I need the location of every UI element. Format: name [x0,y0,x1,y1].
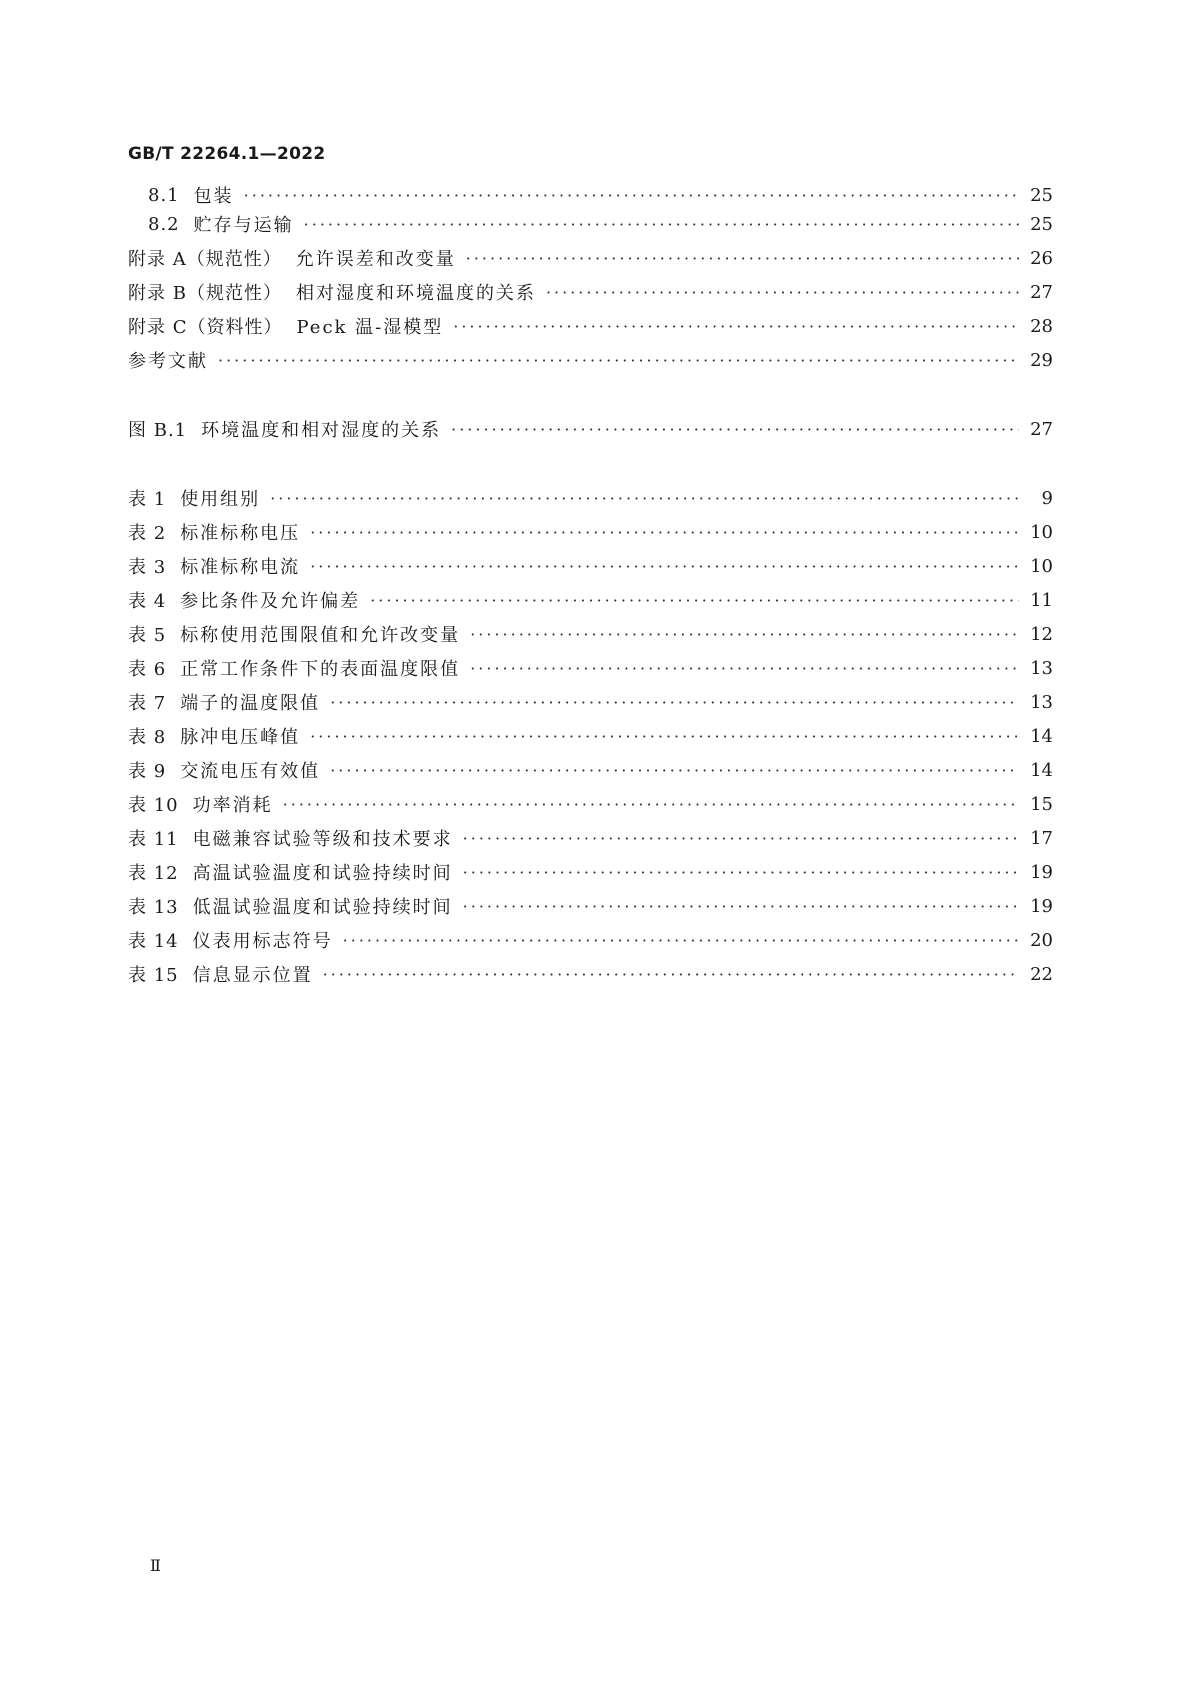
leader-dots [470,659,1019,678]
toc-entry-appendix-c[interactable] [128,311,1053,341]
toc-entry-table[interactable] [128,755,1053,785]
toc-entry-number: 表 6 [128,659,167,680]
toc-entry-title: 相对湿度和环境温度的关系 [295,283,536,304]
toc-entry-number: 附录 B（规范性） [128,283,282,304]
leader-dots [244,186,1019,205]
toc-entry-title: 标准标称电流 [180,557,301,578]
toc-entry-table[interactable] [128,687,1053,717]
toc-entry-table[interactable] [128,857,1053,887]
toc-entry-page: 28 [1030,315,1053,337]
toc-entry-page: 17 [1030,827,1053,849]
toc-entry-table[interactable] [128,823,1053,853]
toc-entry-number: 8.1 [148,184,180,206]
toc-entry-page: 19 [1030,861,1053,883]
leader-dots [310,557,1019,576]
toc-entry-page: 10 [1030,521,1053,543]
toc-entry-table[interactable] [128,789,1053,819]
toc-entry-page: 11 [1030,589,1053,611]
toc-entry-page: 25 [1030,213,1053,235]
toc-entry-table[interactable] [128,619,1053,649]
toc-entry-number: 表 8 [128,727,167,748]
toc-entry-title: 标称使用范围限值和允许改变量 [180,625,461,646]
toc-entry-title: 功率消耗 [192,795,273,816]
toc-entry-8-2[interactable] [148,209,1053,239]
toc-entry-8-1[interactable] [148,180,1053,210]
toc-entry-table[interactable] [128,483,1053,513]
toc-entry-number: 表 5 [128,625,167,646]
toc-entry-title: 信息显示位置 [192,965,313,986]
leader-dots [330,693,1019,712]
toc-entry-number: 表 2 [128,523,167,544]
toc-entry-page: 15 [1030,793,1053,815]
leader-dots [463,897,1019,916]
leader-dots [310,727,1019,746]
toc-entry-title: 仪表用标志符号 [192,931,333,952]
standard-code-header: GB/T 22264.1—2022 [128,144,326,164]
toc-entry-number: 图 B.1 [128,420,188,441]
toc-entry-appendix-a[interactable] [128,243,1053,273]
toc-entry-number: 表 15 [128,965,179,986]
toc-entry-title: 低温试验温度和试验持续时间 [192,897,453,918]
toc-entry-table[interactable] [128,585,1053,615]
toc-entry-number: 表 1 [128,489,167,510]
toc-entry-title: 允许误差和改变量 [295,249,456,270]
toc-entry-title: 电磁兼容试验等级和技术要求 [192,829,453,850]
toc-entry-page: 29 [1030,349,1053,371]
toc-entry-title: 环境温度和相对湿度的关系 [201,420,442,441]
toc-entry-appendix-b[interactable] [128,277,1053,307]
leader-dots [466,249,1019,268]
leader-dots [463,829,1019,848]
toc-entry-number: 表 12 [128,863,179,884]
toc-entry-page: 12 [1030,623,1053,645]
toc-entry-title: 高温试验温度和试验持续时间 [192,863,453,884]
leader-dots [470,625,1019,644]
toc-entry-table[interactable] [128,653,1053,683]
leader-dots [463,863,1019,882]
leader-dots [310,523,1019,542]
toc-entry-table[interactable] [128,721,1053,751]
leader-dots [453,317,1019,336]
leader-dots [330,761,1019,780]
toc-entry-page: 14 [1030,759,1053,781]
toc-entry-table[interactable] [128,517,1053,547]
toc-entry-page: 9 [1041,487,1053,509]
toc-entry-number: 表 13 [128,897,179,918]
toc-entry-number: 附录 C（资料性） [128,317,283,338]
toc-entry-title: Peck 温-湿模型 [296,317,444,338]
toc-entry-table[interactable] [128,551,1053,581]
toc-entry-page: 27 [1030,281,1053,303]
toc-entry-title: 参考文献 [128,351,208,372]
toc-entry-page: 22 [1030,963,1053,985]
page-folio: Ⅱ [150,1556,161,1575]
toc-entry-title: 端子的温度限值 [180,693,321,714]
leader-dots [451,420,1019,439]
leader-dots [270,489,1019,508]
toc-entry-table[interactable] [128,891,1053,921]
leader-dots [546,283,1019,302]
toc-entry-number: 表 3 [128,557,167,578]
toc-entry-title: 使用组别 [180,489,261,510]
toc-entry-references[interactable] [128,345,1053,375]
toc-entry-page: 13 [1030,691,1053,713]
toc-entry-number: 附录 A（规范性） [128,249,282,270]
toc-entry-page: 10 [1030,555,1053,577]
toc-entry-title: 脉冲电压峰值 [180,727,301,748]
leader-dots [370,591,1019,610]
toc-entry-page: 19 [1030,895,1053,917]
toc-entry-title: 交流电压有效值 [180,761,321,782]
toc-entry-title: 贮存与运输 [193,215,294,236]
toc-entry-page: 20 [1030,929,1053,951]
toc-entry-number: 表 7 [128,693,167,714]
toc-entry-figure-b1[interactable] [128,414,1053,444]
toc-entry-table[interactable] [128,925,1053,955]
toc-entry-title: 正常工作条件下的表面温度限值 [180,659,461,680]
toc-entry-number: 表 9 [128,761,167,782]
toc-entry-number: 表 11 [128,829,179,850]
toc-entry-number: 表 14 [128,931,179,952]
toc-entry-number: 表 4 [128,591,167,612]
leader-dots [343,931,1019,950]
leader-dots [218,351,1019,370]
toc-entry-page: 14 [1030,725,1053,747]
toc-entry-page: 26 [1030,247,1053,269]
leader-dots [283,795,1019,814]
toc-entry-title: 标准标称电压 [180,523,301,544]
toc-entry-page: 25 [1030,184,1053,206]
toc-entry-table[interactable] [128,959,1053,989]
leader-dots [304,215,1019,234]
toc-entry-title: 参比条件及允许偏差 [180,591,361,612]
toc-entry-number: 8.2 [148,213,180,235]
toc-entry-number: 表 10 [128,795,179,816]
leader-dots [323,965,1019,984]
toc-entry-page: 27 [1030,418,1053,440]
toc-entry-title: 包装 [193,186,234,207]
toc-entry-page: 13 [1030,657,1053,679]
